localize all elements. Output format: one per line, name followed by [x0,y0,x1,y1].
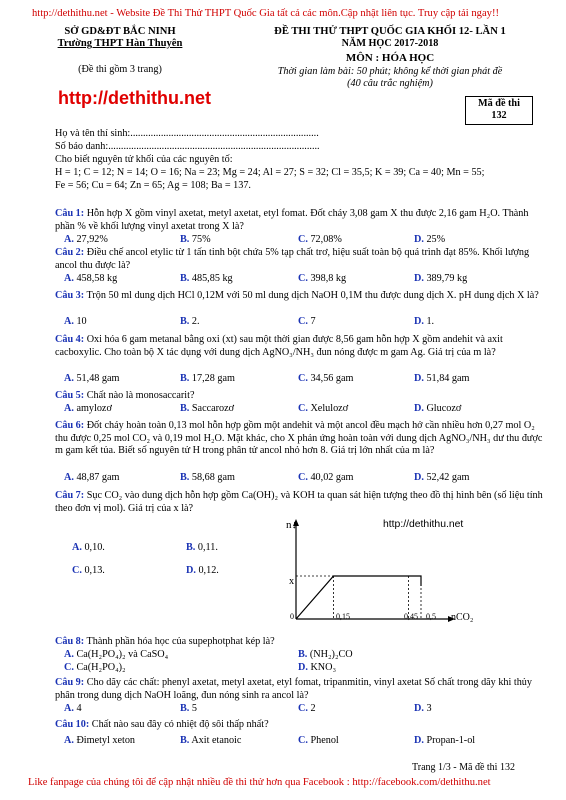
q10-option-d[interactable]: D. Propan-1-ol [414,735,476,746]
q9-option-c[interactable]: C. 2 [298,703,316,714]
atomic-mass-line-1: H = 1; C = 12; N = 14; O = 16; Na = 23; Mg = 24; Al = 27; S = 32; Cl = 35,5; K = 39; Ca = 40; Mn = 55; [55,167,485,178]
q6-option-d[interactable]: D. 52,42 gam [414,472,470,483]
question-3: Câu 3: Trộn 50 ml dung dịch HCl 0,12M với 50 ml dung dịch NaOH 0,1M thu được dung dịch X. pH dung dịch X là? [55,290,539,301]
q4-option-b[interactable]: B. 17,28 gam [180,373,235,384]
graph-x-tick-05: 0,5 [426,612,436,621]
q2-option-a[interactable]: A. 458,58 kg [64,273,118,284]
q6-option-a[interactable]: A. 48,87 gam [64,472,120,483]
q3-option-a[interactable]: A. 10 [64,316,87,327]
q1-option-b[interactable]: B. 75% [180,234,211,245]
q7-option-c[interactable]: C. 0,13. [72,565,105,576]
question-2: Câu 2: Điều chế ancol etylic từ 1 tấn tinh bột chứa 5% tạp chất trơ, hiệu suất toàn bộ quá trình đạt 85%. Khối lượng ancol thu được là? [55,247,530,271]
atomic-mass-line-2: Fe = 56; Cu = 64; Zn = 65; Ag = 108; Ba = 137. [55,180,251,191]
q8-option-b[interactable]: B. (NH₂)₂CO [298,649,353,660]
exam-title: ĐỀ THI THỬ THPT QUỐC GIA KHỐI 12- LẦN 1 [274,26,506,37]
graph-x-label: nCO₂ [451,612,474,623]
q2-option-c[interactable]: C. 398,8 kg [298,273,347,284]
q5-option-d[interactable]: D. Glucozơ [414,403,462,414]
q8-option-d[interactable]: D. KNO₃ [298,662,337,673]
exam-code-label: Mã đề thi [478,98,520,109]
page-footer: Trang 1/3 - Mã đề thi 132 [412,762,515,773]
graph-y-label: n↓ [286,519,297,531]
graph-url[interactable]: http://dethithu.net [383,519,464,530]
q5-option-b[interactable]: B. Saccarozơ [180,403,235,414]
q2-option-d[interactable]: D. 389,79 kg [414,273,468,284]
exam-code-value: 132 [491,110,507,121]
q1-option-a[interactable]: A. 27,92% [64,234,108,245]
q1-option-c[interactable]: C. 72,08% [298,234,342,245]
q5-option-a[interactable]: A. amylozơ [64,403,112,414]
question-10: Câu 10: Chất nào sau đây có nhiệt độ sôi thấp nhất? [55,719,269,730]
question-1: Câu 1: Hỗn hợp X gồm vinyl axetat, metyl axetat, etyl fomat. Đốt cháy 3,08 gam X thu được 2,16 gam H₂O. Thành phần % về khối lượng vinyl axetat trong X là? [55,208,529,232]
question-4: Câu 4: Oxi hóa 6 gam metanal bằng oxi (xt) sau một thời gian được 8,56 gam hỗn hợp X gồm andehit và axit cacboxylic. Cho toàn bộ X tác dụng với dung dịch AgNO₃/NH₃ đun nóng được m gam Ag. Giá trị của m là? [55,334,503,358]
q1-option-d[interactable]: D. 25% [414,234,446,245]
q7-option-b[interactable]: B. 0,11. [186,542,218,553]
school-year: NĂM HỌC 2017-2018 [341,38,439,49]
q9-option-b[interactable]: B. 5 [180,703,197,714]
q8-option-c[interactable]: C. Ca(H₂PO₄)₂ [64,662,126,673]
question-8: Câu 8: Thành phần hóa học của supephotphat kép là? [55,636,275,647]
q6-option-b[interactable]: B. 58,68 gam [180,472,235,483]
q7-option-d[interactable]: D. 0,12. [186,565,219,576]
bottom-banner[interactable]: Like fanpage của chúng tôi để cập nhật nhiều đề thi thử hơn qua Facebook : http://facebook.com/dethithu.net [28,777,491,788]
question-6: Câu 6: Đốt cháy hoàn toàn 0,13 mol hỗn hợp gồm một andehit và một ancol đều mạch hở cần nhiều hơn 0,27 mol O₂ thu được 0,25 mol CO₂ và 0,19 mol H₂O. Mặt khác, cho X phản ứng hoàn toàn với dung dịch AgNO₃/NH₃ dư thu được m gam kết tủa. Biết số nguyên tử H trong phân tử ancol nhỏ hơn 8. Giá trị lớn nhất của m là? [55,420,543,457]
graph-x-tick-015: 0,15 [336,612,350,621]
q7-option-a[interactable]: A. 0,10. [72,542,105,553]
q10-option-c[interactable]: C. Phenol [298,735,339,746]
exam-code-box [465,96,533,125]
q8-option-a[interactable]: A. Ca(H₂PO₄)₂ và CaSO₄ [64,649,169,660]
question-7: Câu 7: Sục CO₂ vào dung dịch hỗn hợp gồm Ca(OH)₂ và KOH ta quan sát hiện tượng theo đồ thị hình bên (số liệu tính theo đơn vị mol). Giá trị của x là? [55,490,543,514]
top-banner[interactable]: http://dethithu.net - Website Đề Thi Thử THPT Quốc Gia tất cả các môn.Cập nhật liên tục. Truy cập tải ngay!! [32,8,499,19]
candidate-id-field[interactable]: Số báo danh:................................................................................... [55,141,320,152]
q4-option-d[interactable]: D. 51,84 gam [414,373,470,384]
q10-option-b[interactable]: B. Axit etanoic [180,735,242,746]
q3-option-c[interactable]: C. 7 [298,316,316,327]
school-name: Trường THPT Hàn Thuyên [57,38,183,49]
q10-option-a[interactable]: A. Đimetyl xeton [64,735,136,746]
graph-data-line [296,576,421,619]
department-name: SỞ GD&ĐT BẮC NINH [64,26,176,37]
question-5: Câu 5: Chất nào là monosaccarit? [55,390,195,401]
question-count: (40 câu trắc nghiệm) [347,78,433,89]
q4-option-a[interactable]: A. 51,48 gam [64,373,120,384]
subject: MÔN : HÓA HỌC [345,52,435,64]
q5-option-c[interactable]: C. Xelulozơ [298,403,349,414]
q9-option-d[interactable]: D. 3 [414,703,432,714]
graph-y-tick-x: x [289,576,295,587]
atomic-mass-intro: Cho biết nguyên tử khối của các nguyên tố: [55,154,233,165]
q3-option-b[interactable]: B. 2. [180,316,200,327]
q2-option-b[interactable]: B. 485,85 kg [180,273,233,284]
candidate-name-field[interactable]: Họ và tên thí sinh:.......................................................................... [55,128,319,139]
question-9: Câu 9: Cho dãy các chất: phenyl axetat, metyl axetat, etyl fomat, tripanmitin, vinyl axetat Số chất trong dãy khi thủy phân trong dung dịch NaOH loãng, đun nóng sinh ra ancol là? [55,677,532,701]
page-count-note: (Đề thi gồm 3 trang) [78,64,162,75]
watermark-url[interactable]: http://dethithu.net [58,88,211,108]
graph-x-tick-045: 0,45 [404,612,418,621]
graph-x-tick-0: 0 [290,612,294,621]
q6-option-c[interactable]: C. 40,02 gam [298,472,354,483]
q9-option-a[interactable]: A. 4 [64,703,82,714]
time-allowed: Thời gian làm bài: 50 phút; không kể thời gian phát đề [277,66,503,77]
q4-option-c[interactable]: C. 34,56 gam [298,373,354,384]
q3-option-d[interactable]: D. 1. [414,316,435,327]
